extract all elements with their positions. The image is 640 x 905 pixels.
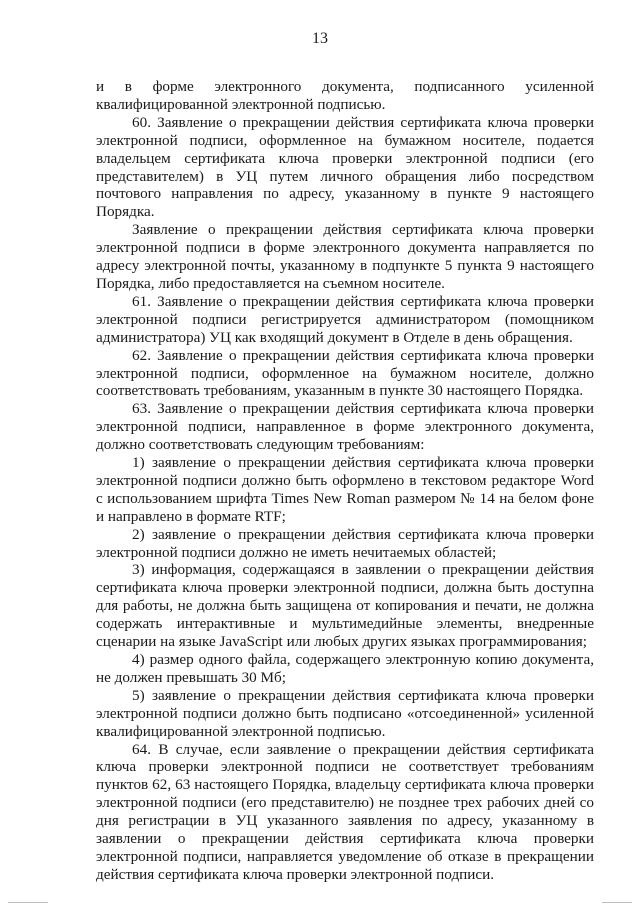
paragraph-60-electronic: Заявление о прекращении действия сертификата ключа проверки электронной подписи в форме электронного документа направляется по адресу электронной почты, указанному в подпункте 5 пункта 9 настоящего Порядка, либо предоставляется на съемном носителе. — [96, 221, 594, 292]
scan-edge-right — [602, 902, 632, 903]
page-number: 13 — [312, 30, 328, 47]
paragraph-61: 61. Заявление о прекращении действия сертификата ключа проверки электронной подписи регистрируется администратором (помощником администратора) УЦ как входящий документ в Отделе в день обращения. — [96, 292, 594, 346]
paragraph-63: 63. Заявление о прекращении действия сертификата ключа проверки электронной подписи, направленное в форме электронного документа, должно соответствовать следующим требованиям: — [96, 400, 594, 454]
document-body — [96, 78, 594, 884]
scan-edge-left — [8, 902, 48, 903]
list-item-5: 5) заявление о прекращении действия сертификата ключа проверки электронной подписи должно быть подписано «отсоединенной» усиленной квалифицированной электронной подписью. — [96, 686, 594, 740]
list-item-2: 2) заявление о прекращении действия сертификата ключа проверки электронной подписи должно не иметь нечитаемых областей; — [96, 525, 594, 561]
paragraph-62: 62. Заявление о прекращении действия сертификата ключа проверки электронной подписи, оформленное на бумажном носителе, должно соответствовать требованиям, указанным в пункте 30 настоящего Порядка. — [96, 346, 594, 400]
list-item-4: 4) размер одного файла, содержащего электронную копию документа, не должен превышать 30 Мб; — [96, 651, 594, 686]
paragraph-continuation: и в форме электронного документа, подписанного усиленной квалифицированной электронной подписью. — [96, 78, 594, 113]
list-item-1: 1) заявление о прекращении действия сертификата ключа проверки электронной подписи должно быть оформлено в текстовом редакторе Word с использованием шрифта Times New Roman размером № 14 на белом фоне и направлено в формате RTF; — [96, 454, 594, 525]
list-item-3: 3) информация, содержащаяся в заявлении о прекращении действия сертификата ключа проверки электронной подписи, должна быть доступна для работы, не должна быть защищена от копирования и печати, не должна содержать интерактивные и мультимедийные элементы, внедренные сценарии на языке JavaScript или любых других языках программирования; — [96, 561, 594, 651]
paragraph-60: 60. Заявление о прекращении действия сертификата ключа проверки электронной подписи, оформленное на бумажном носителе, подается владельцем сертификата ключа проверки электронной подписи (его представителем) в УЦ путем личного обращения либо посредством почтового направления по адресу, указанному в пункте 9 настоящего Порядка. — [96, 113, 594, 221]
paragraph-64: 64. В случае, если заявление о прекращении действия сертификата ключа проверки электронной подписи не соответствует требованиям пунктов 62, 63 настоящего Порядка, владельцу сертификата ключа проверки электронной подписи (его представителю) не позднее трех рабочих дней со дня регистрации в УЦ указанного заявления по адресу, указанному в заявлении о прекращении действия сертификата ключа проверки электронной подписи, направляется уведомление об отказе в прекращении действия сертификата ключа проверки электронной подписи. — [96, 740, 594, 883]
